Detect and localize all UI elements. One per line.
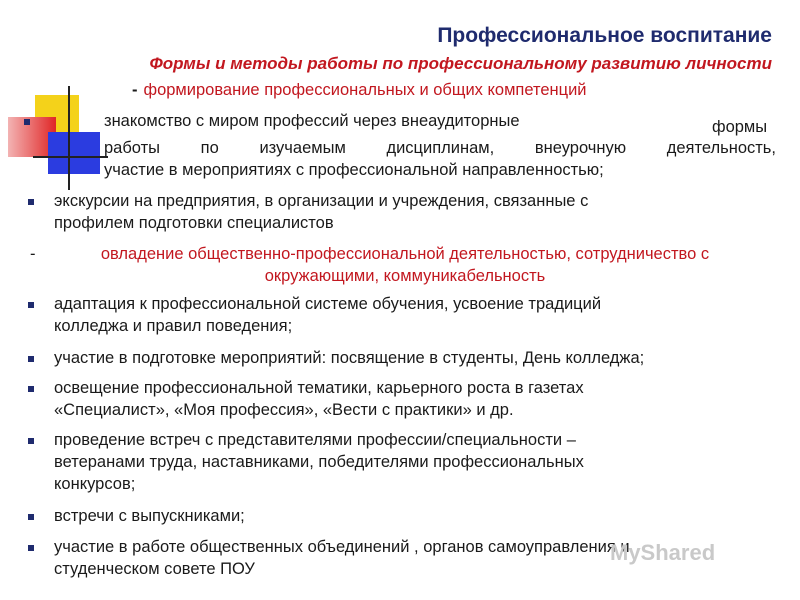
watermark-text: MyShared bbox=[610, 540, 716, 565]
list-item-line: участие в подготовке мероприятий: посвящение в студенты, День колледжа; bbox=[54, 349, 645, 367]
page-subtitle: Формы и методы работы по профессиональному развитию личности bbox=[149, 54, 772, 73]
list-item-line: студенческом совете ПОУ bbox=[54, 560, 255, 578]
list-item-line: формы bbox=[712, 118, 768, 136]
list-item-line: ветеранами труда, наставниками, победителями профессиональных bbox=[54, 453, 584, 471]
list-item-line: «Специалист», «Моя профессия», «Вести с практики» и др. bbox=[54, 401, 514, 419]
decor-vertical-line bbox=[68, 86, 70, 190]
page-title: Профессиональное воспитание bbox=[437, 24, 772, 47]
list-item-line: конкурсов; bbox=[54, 475, 136, 493]
section-2-dash: - bbox=[30, 245, 36, 263]
list-item-line: знакомство с миром профессий через внеаудиторные bbox=[104, 112, 520, 130]
bullet-icon bbox=[28, 545, 34, 551]
bullet-icon bbox=[28, 356, 34, 362]
list-item-line: работы по изучаемым дисциплинам, внеурочную деятельность, bbox=[104, 139, 776, 157]
list-item-line: профилем подготовки специалистов bbox=[54, 214, 334, 232]
list-item-line: участие в работе общественных объединений , органов самоуправления и bbox=[54, 538, 630, 556]
section-2-heading-line: овладение общественно-профессиональной деятельностью, сотрудничество с bbox=[100, 245, 710, 263]
section-1-dash: - bbox=[132, 81, 138, 99]
bullet-icon bbox=[28, 438, 34, 444]
section-1-heading bbox=[132, 81, 587, 100]
list-item-line: встречи с выпускниками; bbox=[54, 507, 245, 525]
list-item-line: адаптация к профессиональной системе обучения, усвоение традиций bbox=[54, 295, 602, 313]
bullet-icon bbox=[28, 302, 34, 308]
bullet-icon bbox=[28, 514, 34, 520]
list-item-line: проведение встреч с представителями профессии/специальности – bbox=[54, 431, 576, 449]
section-1-heading-text: формирование профессиональных и общих компетенций bbox=[143, 81, 587, 99]
bullet-icon bbox=[28, 199, 34, 205]
list-item-line: участие в мероприятиях с профессиональной направленностью; bbox=[104, 161, 604, 179]
list-item-line: экскурсии на предприятия, в организации и учреждения, связанные с bbox=[54, 192, 589, 210]
decor-horizontal-line bbox=[33, 156, 108, 158]
decor-blue-square bbox=[48, 132, 100, 174]
section-2-heading-line: окружающими, коммуникабельность bbox=[264, 267, 546, 285]
list-item-line: колледжа и правил поведения; bbox=[54, 317, 293, 335]
list-item-line: освещение профессиональной тематики, карьерного роста в газетах bbox=[54, 379, 584, 397]
section-2-heading bbox=[30, 243, 780, 287]
bullet-icon bbox=[28, 386, 34, 392]
bullet-icon bbox=[24, 119, 30, 125]
